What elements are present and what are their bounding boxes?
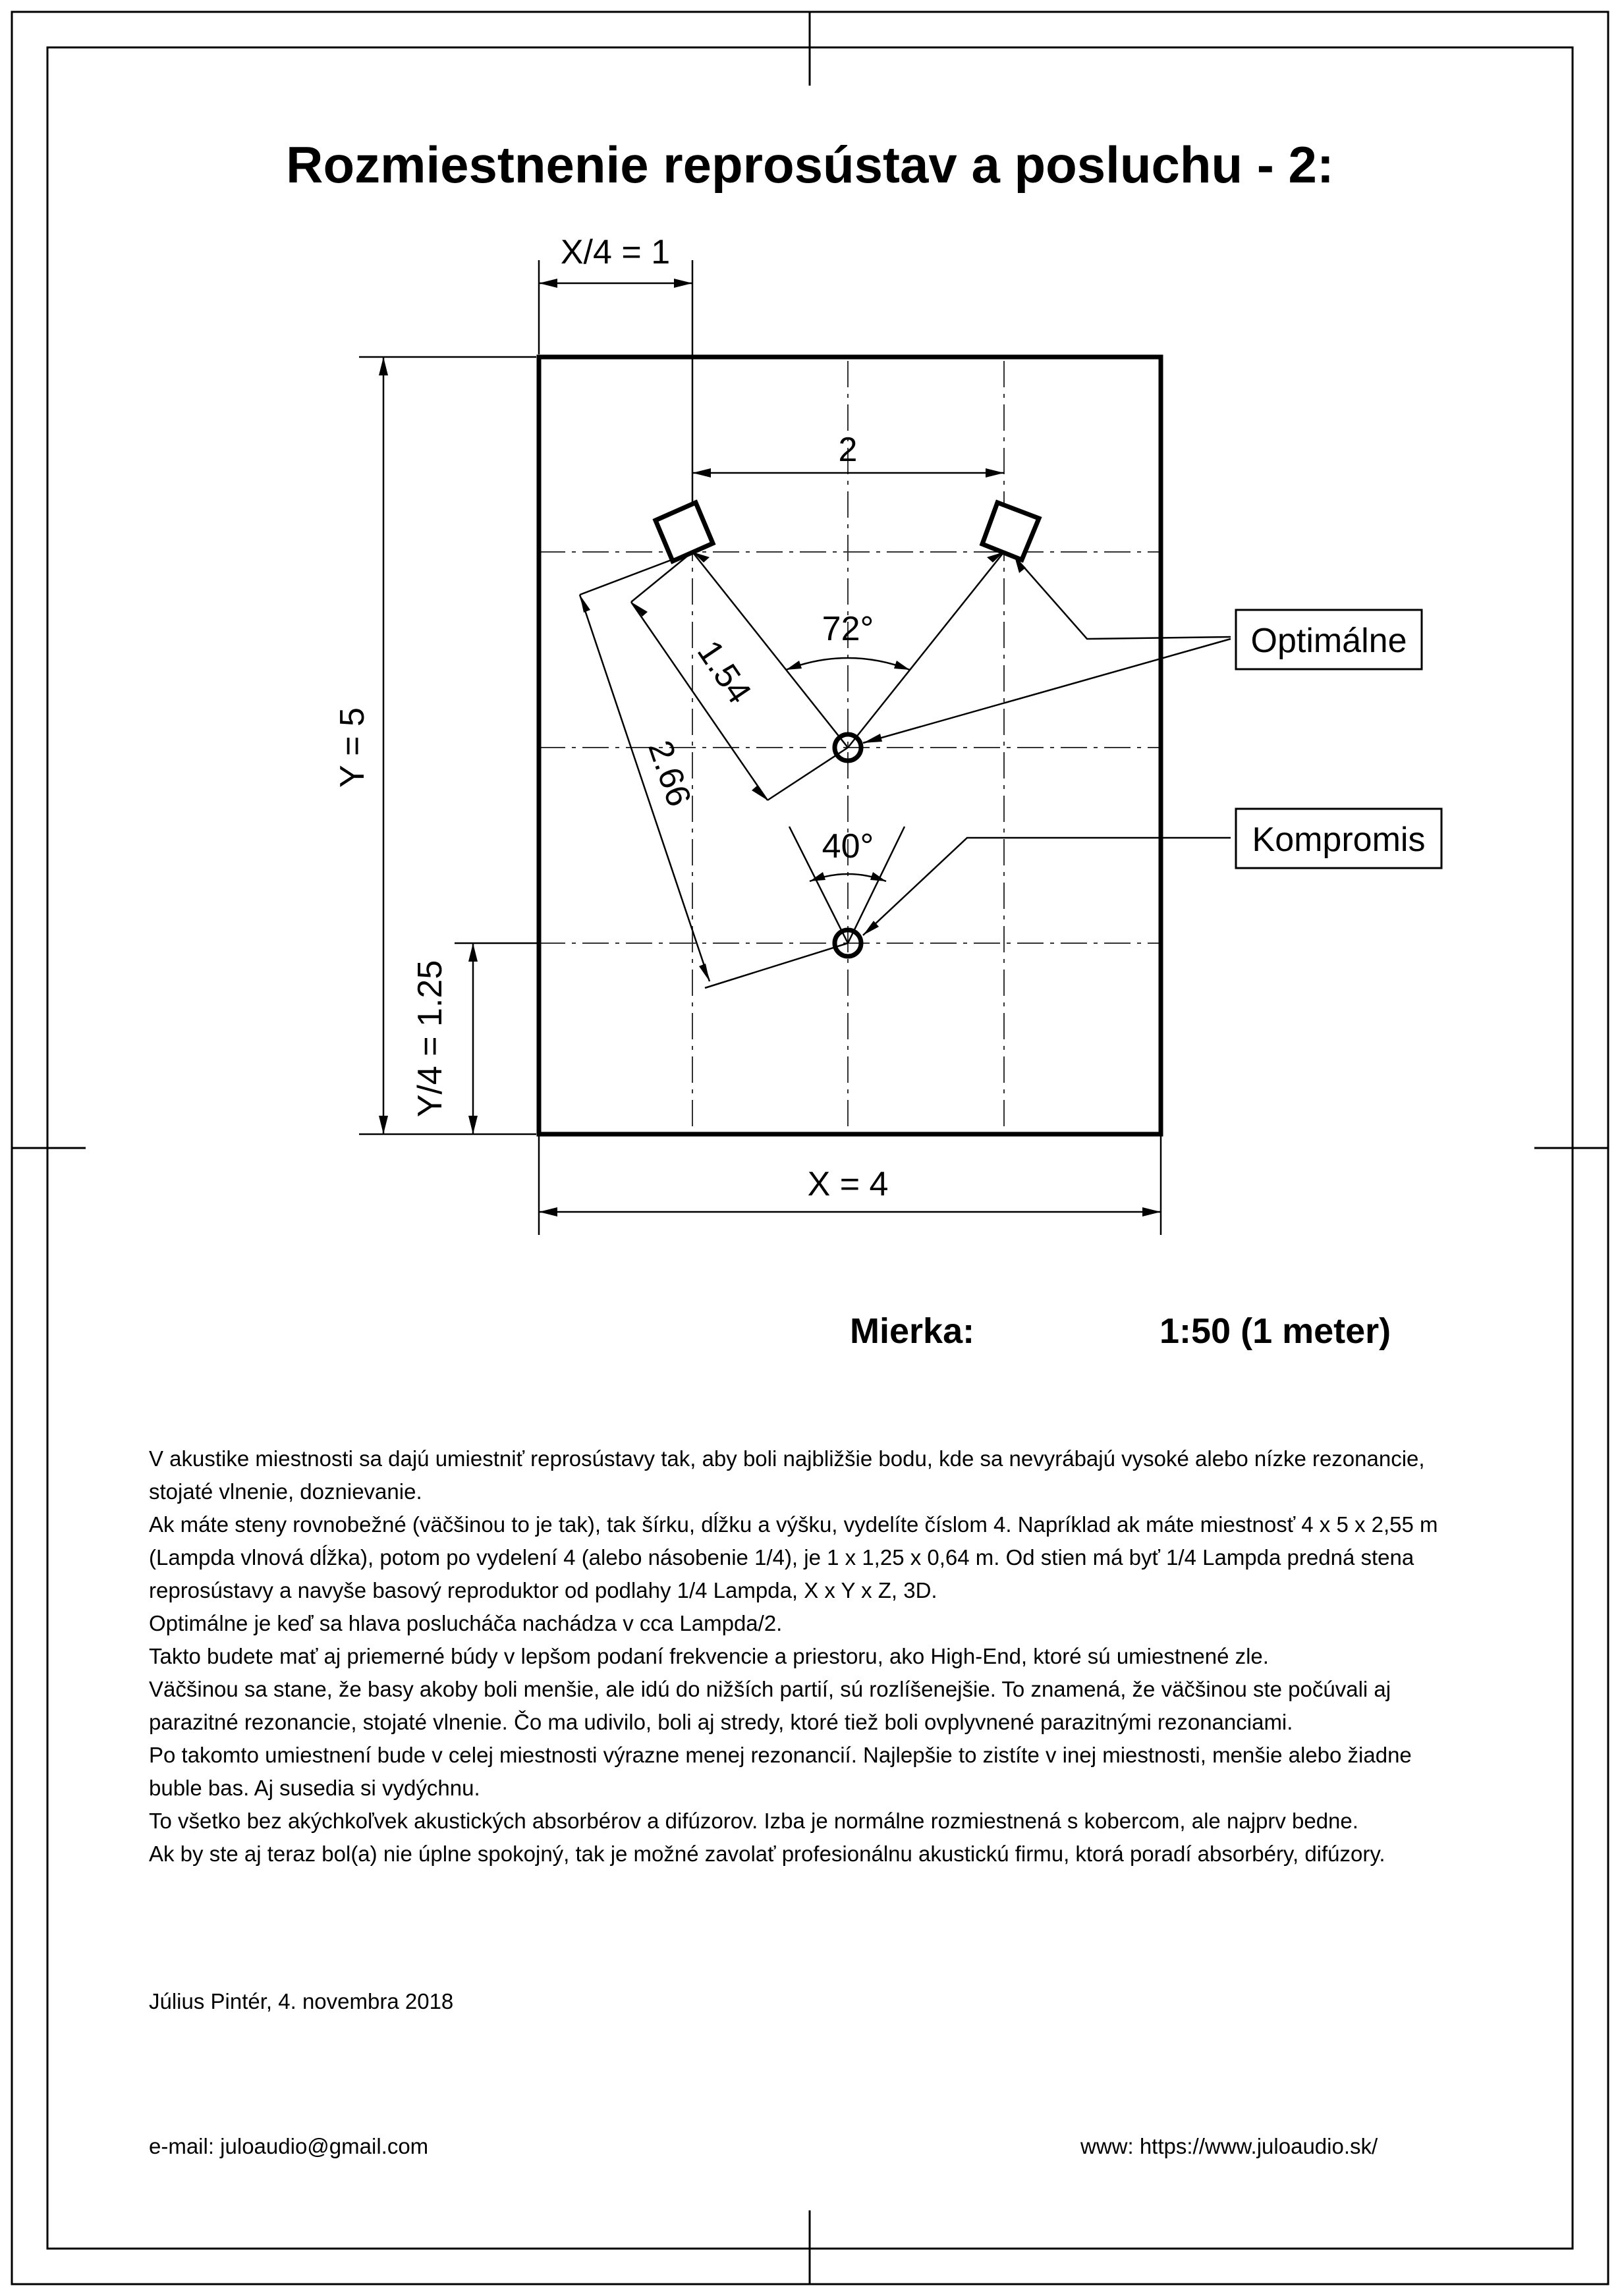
paragraph: V akustike miestnosti sa dajú umiestniť reprosústavy tak, aby boli najbližšie bodu, kde sa nevyrábajú vysoké alebo nízke rezonancie, stojaté vlnenie, doznievanie.: [149, 1446, 1425, 1504]
page-title: Rozmiestnenie reprosústav a posluchu - 2:: [286, 136, 1334, 194]
paragraph: Takto budete mať aj priemerné búdy v lepšom podaní frekvencie a priestoru, ako High-End, ktoré sú umiestnené zle.: [149, 1644, 1269, 1668]
angle-72-label: 72°: [822, 610, 874, 648]
angle-40-label: 40°: [822, 827, 874, 865]
scale-value: 1:50 (1 meter): [1159, 1311, 1391, 1351]
paragraph: Ak by ste aj teraz bol(a) nie úplne spokojný, tak je možné zavolať profesionálnu akustickú firmu, ktorá poradí absorbéry, difúzory.: [149, 1842, 1385, 1866]
paragraph: Väčšinou sa stane, že basy akoby boli menšie, ale idú do nižších partií, sú rozlíšenejšie. To znamená, že väčšinou ste počúvali aj parazitné rezonancie, stojaté vlnenie. Čo ma udivilo, boli aj stredy, ktoré tiež boli ovplyvnené parazitnými rezonanciami.: [149, 1677, 1391, 1734]
y-quarter-label: Y/4 = 1.25: [411, 960, 449, 1118]
callout-optimal-label: Optimálne: [1250, 622, 1407, 660]
listen-line-right: [848, 552, 1004, 748]
x-total-label: X = 4: [807, 1165, 889, 1203]
quarter-grid: [539, 361, 1161, 1134]
email-footer: e-mail: juloaudio@gmail.com: [149, 2134, 429, 2158]
paragraph: Ak máte steny rovnobežné (väčšinou to je tak), tak šírku, dĺžku a výšku, vydelíte číslom 4. Napríklad ak máte miestnosť 4 x 5 x 2,55 m (Lampda vlnová dĺžka), potom po vydelení 4 (alebo násobenie 1/4), je 1 x 1,25 x 0,64 m. Od stien má byť 1/4 Lampda predná stena reprosústavy a navyše basový reproduktor od podlahy 1/4 Lampda, X x Y x Z, 3D.: [149, 1512, 1438, 1602]
website-footer: www: https://www.juloaudio.sk/: [1080, 2134, 1378, 2158]
callout-compromise-label: Kompromis: [1252, 821, 1426, 859]
author-signature-line: Július Pintér, 4. novembra 2018: [149, 1989, 454, 2013]
compromise-distance-label: 2.66: [640, 736, 698, 811]
sheet-frame: [12, 12, 1608, 2284]
compromise-leader: [863, 838, 1231, 935]
x-quarter-label: X/4 = 1: [560, 233, 671, 271]
paragraph: Po takomto umiestnení bude v celej miestnosti výrazne menej rezonancií. Najlepšie to zistíte v inej miestnosti, menšie alebo žiadne buble bas. Aj susedia si vydýchnu.: [149, 1743, 1412, 1800]
paragraph: To všetko bez akýchkoľvek akustických absorbérov a difúzorov. Izba je normálne rozmiestnená s kobercom, ale najprv bedne.: [149, 1809, 1358, 1833]
optimal-distance-label: 1.54: [689, 634, 759, 711]
speaker-right-icon: [982, 503, 1039, 560]
paragraph: Optimálne je keď sa hlava poslucháča nachádza v cca Lampda/2.: [149, 1611, 783, 1635]
scale-label: Mierka:: [850, 1311, 975, 1351]
speaker-spacing-label: 2: [838, 431, 858, 469]
description-text: [149, 1442, 1466, 1871]
optimal-leader: [1015, 557, 1231, 639]
y-total-label: Y = 5: [333, 707, 372, 788]
